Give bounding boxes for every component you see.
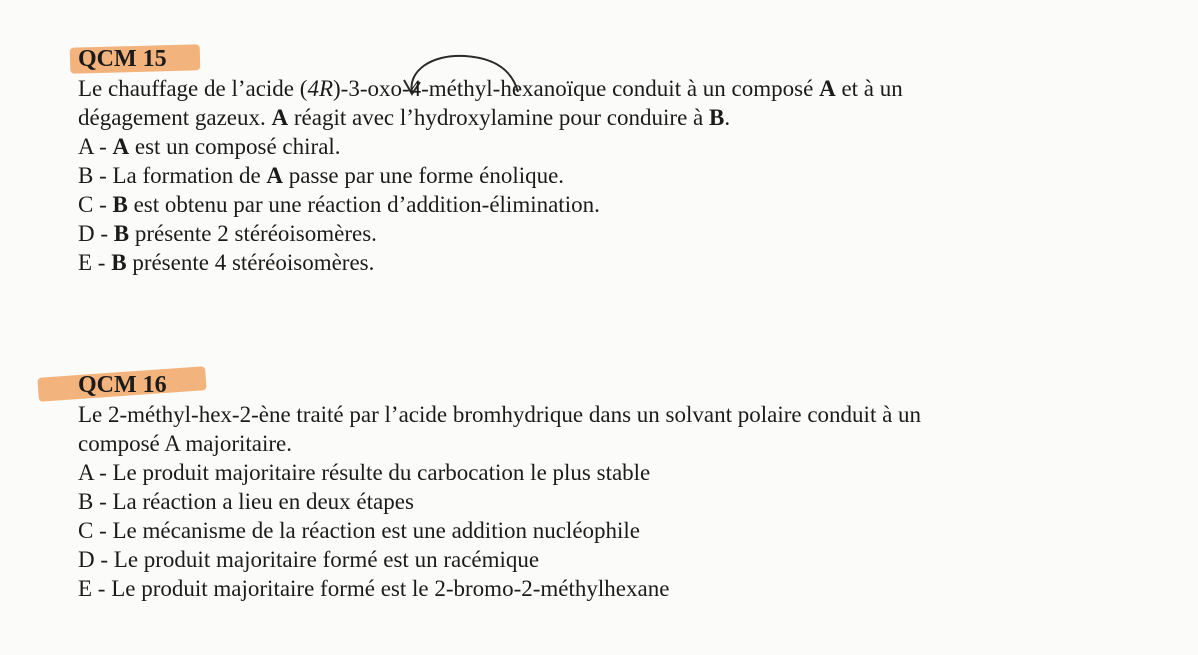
- option-text: est un composé chiral.: [129, 134, 341, 159]
- option-text: est obtenu par une réaction d’addition-élimination.: [127, 192, 600, 217]
- qcm-15-title: QCM 15: [78, 46, 167, 72]
- intro-text: .: [724, 105, 731, 130]
- option-prefix: A -: [78, 134, 113, 159]
- qcm-15-option-c: [78, 190, 1168, 219]
- qcm-15-option-a: [78, 132, 1168, 161]
- option-text: présente 2 stéréoisomères.: [129, 221, 377, 246]
- compound-label: B: [111, 250, 127, 275]
- qcm-16-option-d: D - Le produit majoritaire formé est un racémique: [78, 547, 540, 572]
- qcm-16-option-c: C - Le mécanisme de la réaction est une addition nucléophile: [78, 518, 641, 543]
- qcm-15-option-e: [78, 248, 1168, 277]
- option-prefix: C -: [78, 192, 113, 217]
- compound-label: A: [112, 134, 130, 159]
- compound-label: B: [112, 192, 128, 217]
- option-prefix: E -: [78, 250, 112, 275]
- qcm-16-title-wrap: [78, 370, 167, 400]
- qcm-16-title: QCM 16: [78, 372, 167, 398]
- compound-label: B: [113, 221, 130, 246]
- compound-label: A: [271, 105, 289, 130]
- option-prefix: D -: [78, 221, 114, 246]
- qcm-15-option-d: [78, 219, 1168, 248]
- qcm-15-block: [78, 44, 1168, 277]
- intro-text: et à un: [835, 76, 903, 101]
- compound-label: A: [819, 76, 836, 101]
- option-prefix: B - La formation de: [78, 163, 267, 188]
- stereo-descriptor: 4R: [307, 76, 333, 101]
- qcm-16-option-e: E - Le produit majoritaire formé est le 2-bromo-2-méthylhexane: [78, 576, 670, 601]
- option-text: passe par une forme énolique.: [283, 163, 565, 188]
- intro-text: )-3-oxo-4-méthyl-hexanoïque conduit à un composé: [333, 76, 820, 101]
- intro-text: Le chauffage de l’acide (: [78, 76, 308, 101]
- qcm-15-intro-line-1: [78, 74, 1168, 103]
- intro-text: dégagement gazeux.: [78, 105, 272, 130]
- qcm-16-block: [78, 370, 1168, 603]
- qcm-16-option-a: A - Le produit majoritaire résulte du carbocation le plus stable: [78, 460, 651, 485]
- compound-label: B: [709, 105, 725, 130]
- qcm-16-intro-line-1: Le 2-méthyl-hex-2-ène traité par l’acide bromhydrique dans un solvant polaire conduit à un: [78, 402, 922, 427]
- option-text: présente 4 stéréoisomères.: [126, 250, 375, 275]
- compound-label: A: [266, 163, 284, 188]
- qcm-15-option-b: [78, 161, 1168, 190]
- qcm-16-option-b: B - La réaction a lieu en deux étapes: [78, 489, 414, 514]
- intro-text: réagit avec l’hydroxylamine pour conduire à: [288, 105, 709, 130]
- qcm-15-intro-line-2: [78, 103, 1168, 132]
- qcm-15-title-wrap: [78, 44, 167, 74]
- qcm-16-intro-line-2: composé A majoritaire.: [78, 431, 292, 456]
